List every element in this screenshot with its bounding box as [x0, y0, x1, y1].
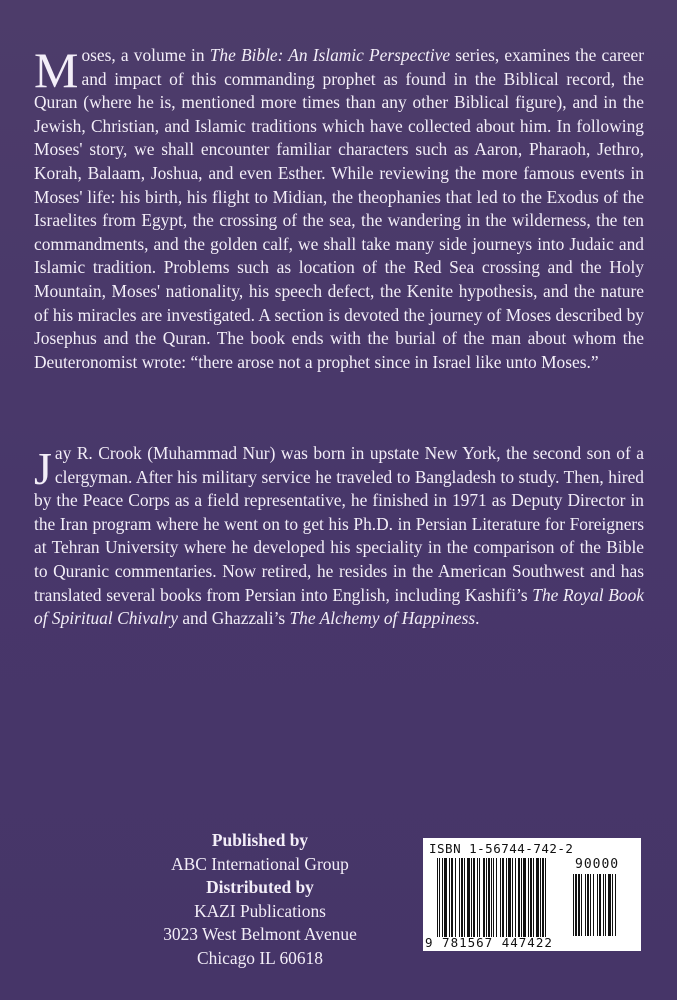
ean-digits: 9 781567 447422	[425, 935, 553, 950]
barcode-bar	[461, 858, 463, 937]
barcode-bar	[459, 858, 460, 937]
barcode-bar	[533, 858, 534, 937]
barcode-bar	[486, 858, 487, 937]
barcode-bar	[585, 874, 586, 936]
bio-dropcap: J	[34, 443, 52, 494]
series-title: The Bible: An Islamic Perspective	[209, 45, 451, 65]
barcode-bar	[502, 858, 504, 937]
author-bio	[34, 442, 644, 631]
barcode-bar	[536, 858, 539, 937]
barcode-bar	[573, 874, 574, 936]
address-line-2: Chicago IL 60618	[197, 947, 323, 968]
barcode-bar	[471, 858, 472, 937]
barcode-bar	[581, 874, 582, 936]
barcode-bar	[464, 858, 465, 937]
bio-book-title-1: The Royal Book of Spiritual Chivalry	[34, 584, 644, 629]
barcode-bar	[528, 858, 529, 937]
barcode-bar	[578, 874, 580, 936]
barcode-bar	[599, 874, 601, 936]
barcode-bar	[473, 858, 475, 937]
isbn-barcode	[423, 838, 641, 951]
barcode-bar	[615, 874, 616, 936]
isbn-text: ISBN 1-56744-742-2	[429, 841, 574, 856]
barcode-bar	[493, 858, 494, 937]
publisher-block	[130, 829, 390, 971]
barcode-bar	[479, 858, 480, 937]
description-text-start: oses, a volume in	[81, 45, 210, 65]
address-line-1: 3023 West Belmont Avenue	[163, 924, 357, 945]
barcode-bar	[488, 858, 490, 937]
distributor-name: KAZI Publications	[194, 900, 326, 921]
book-description	[34, 44, 644, 374]
barcode-bar	[483, 858, 485, 937]
barcode-bar	[540, 858, 541, 937]
barcode-bar	[608, 874, 611, 936]
barcode-bar	[597, 874, 598, 936]
bio-text-start: ay R. Crook (Muhammad Nur) was born in upstate New York, the second son of a clergyman. After his military service he traveled to Bangladesh to study. Then, hired by the Peace Corps as a field representative, he finished in 1971 as Deputy Director in the Iran program where he went on to get his Ph.D. in Persian Literature for Foreigners at Tehran University where he developed his speciality in the comparison of the Bible to Quranic commentaries. Now retired, he resides in the American Southwest and has translated several books from Persian into English, including Kashifi’s	[34, 443, 644, 605]
barcode-bar	[477, 858, 478, 937]
barcode-bar	[603, 874, 604, 936]
description-text-rest: series, examines the career and impact of this commanding prophet as found in the Biblical record, the Quran (where he is, mentioned more times than any other Biblical figure), and in the Jewish, Christian, and Islamic traditions which have collected about him. In following Moses' story, we shall encounter familiar characters such as Aaron, Pharaoh, Jethro, Korah, Balaam, Joshua, and even Esther. While reviewing the more famous events in Moses' life: his birth, his flight to Midian, the theophanies that led to the Exodus of the Israelites from Egypt, the crossing of the sea, the wandering in the wilderness, the ten commandments, and the golden calf, we shall take many side journeys into Judaic and Islamic tradition. Problems such as location of the Red Sea crossing and the Holy Mountain, Moses' nationality, his speech defect, the Kenite hypothesis, and the nature of his miracles are investigated. A section is devoted the journey of Moses described by Josephus and the Quran. The book ends with the burial of the man about whom the Deuteronomist wrote: “there arose not a prophet since in Israel like unto Moses.”	[34, 45, 644, 372]
barcode-bar	[518, 858, 520, 937]
barcode-bar	[508, 858, 511, 937]
addon-barcode-bars	[573, 874, 633, 936]
barcode-bar	[521, 858, 522, 937]
barcode-bar	[444, 858, 447, 937]
barcode-bar	[523, 858, 526, 937]
barcode-bar	[442, 858, 443, 937]
barcode-bar	[587, 874, 589, 936]
barcode-bar	[451, 858, 453, 937]
barcode-bar	[455, 858, 456, 937]
barcode-bar	[530, 858, 532, 937]
price-code: 90000	[575, 857, 620, 872]
barcode-bar	[437, 858, 438, 937]
barcode-bar	[506, 858, 507, 937]
barcode-bar	[439, 858, 440, 937]
barcode-bar	[515, 858, 516, 937]
bio-text-middle: and Ghazzali’s	[177, 608, 290, 629]
barcode-bar	[605, 874, 606, 936]
barcode-bar	[593, 874, 594, 936]
barcode-bar	[575, 874, 577, 936]
bio-text-end: .	[475, 608, 480, 629]
barcode-bar	[542, 858, 544, 937]
barcode-bar	[449, 858, 450, 937]
distributed-by-label: Distributed by	[206, 877, 314, 898]
published-by-label: Published by	[211, 830, 309, 850]
publisher-name: ABC International Group	[171, 853, 349, 874]
barcode-bar	[500, 858, 501, 937]
barcode-bar	[590, 874, 591, 936]
barcode-bar	[612, 874, 613, 936]
barcode-bar	[496, 858, 497, 937]
barcode-bar	[491, 858, 492, 937]
barcode-bar	[545, 858, 546, 937]
ean-barcode-bars	[437, 858, 561, 937]
barcode-bar	[512, 858, 513, 937]
description-dropcap: M	[34, 42, 79, 98]
barcode-bar	[467, 858, 470, 937]
bio-book-title-2: The Alchemy of Happiness	[289, 608, 476, 629]
